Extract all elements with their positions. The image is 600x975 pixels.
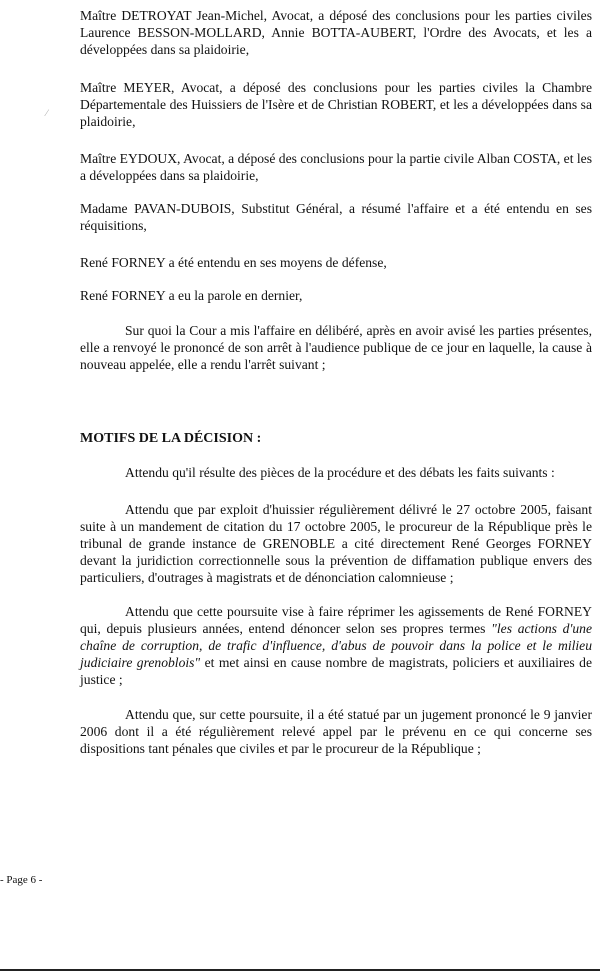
paragraph-delibere: Sur quoi la Cour a mis l'affaire en délibéré, après en avoir avisé les parties présentes, elle a renvoyé le prononcé de son arrêt à l'audience publique de ce jour en laquelle, la cause à nouveau appelée, elle a rendu l'arrêt suivant ; [80,323,592,372]
paragraph-attendu-poursuite [80,603,592,688]
paragraph-forney-defense: René FORNEY a été entendu en ses moyens de défense, [80,255,387,270]
paragraph-attendu-jugement: Attendu que, sur cette poursuite, il a été statué par un jugement prononcé le 9 janvier 2006 dont il a été régulièrement relevé appel par le prévenu en ce qui concerne ses dispositions tant pénales que civiles et par le procureur de la République ; [80,707,592,756]
page-number: - Page 6 - [0,874,43,886]
margin-mark: ⁄ [46,108,48,118]
section-heading-motifs: MOTIFS DE LA DÉCISION : [80,431,262,446]
paragraph-attendu-citation: Attendu que par exploit d'huissier régulièrement délivré le 27 octobre 2005, faisant suite à un mandement de citation du 17 octobre 2005, le procureur de la République près le tribunal de grande instance de GRENOBLE a cité directement René Georges FORNEY devant la juridiction correctionnelle sous la prévention de diffamation publique envers des particuliers, d'outrages à magistrats et de dénonciation calomnieuse ; [80,502,592,585]
poursuite-text-end: et met ainsi en cause nombre de magistrats, policiers et auxiliaires de justice ; [80,655,592,687]
paragraph-forney-dernier: René FORNEY a eu la parole en dernier, [80,288,303,303]
bottom-rule [0,969,600,971]
paragraph-attendu-faits: Attendu qu'il résulte des pièces de la procédure et des débats les faits suivants : [125,465,555,480]
paragraph-detroyat: Maître DETROYAT Jean-Michel, Avocat, a déposé des conclusions pour les parties civiles Laurence BESSON-MOLLARD, Annie BOTTA-AUBERT, l'Ordre des Avocats, et les a développées dans sa plaidoirie, [80,8,592,57]
paragraph-pavan-dubois: Madame PAVAN-DUBOIS, Substitut Général, a résumé l'affaire et a été entendu en ses réquisitions, [80,201,592,233]
paragraph-eydoux: Maître EYDOUX, Avocat, a déposé des conclusions pour la partie civile Alban COSTA, et les a développées dans sa plaidoirie, [80,151,592,183]
poursuite-quote: "les actions d'une chaîne de corruption, de trafic d'influence, d'abus de pouvoir dans la police et le milieu judiciaire grenoblois" [80,621,592,670]
paragraph-meyer: Maître MEYER, Avocat, a déposé des conclusions pour les parties civiles la Chambre Départementale des Huissiers de l'Isère et de Christian ROBERT, et les a développées dans sa plaidoirie, [80,80,592,129]
poursuite-text-start: Attendu que cette poursuite vise à faire réprimer les agissements de René FORNEY qui, depuis plusieurs années, entend dénoncer selon ses propres termes [80,604,592,636]
